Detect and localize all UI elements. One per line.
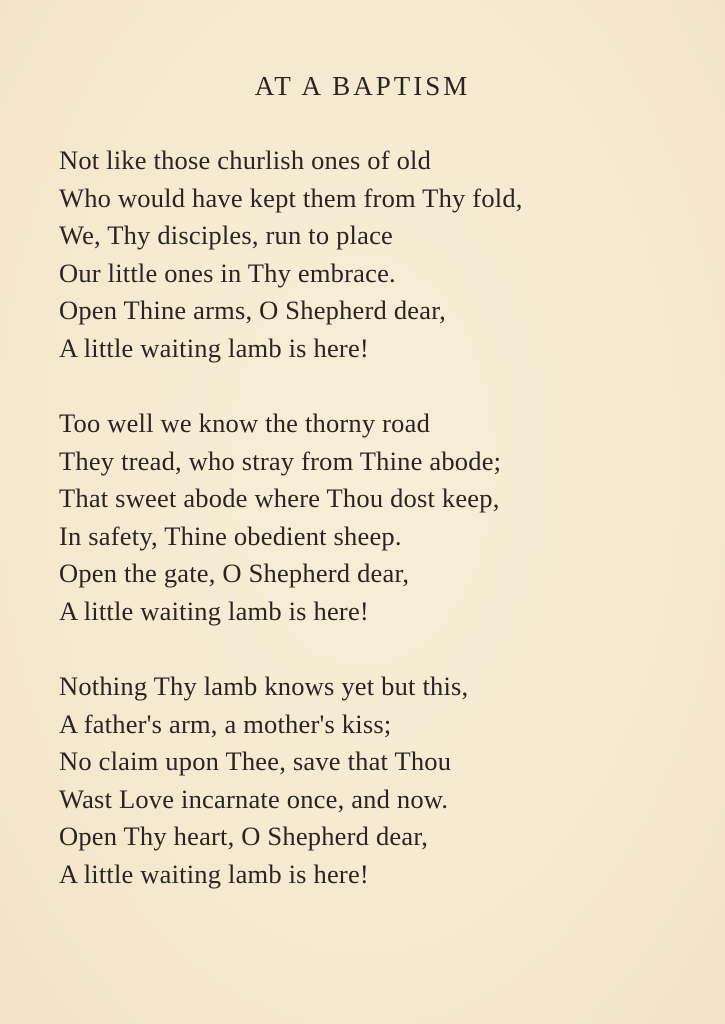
poem-line: Not like those churlish ones of old <box>59 145 432 175</box>
stanza-2 <box>59 405 699 630</box>
poem-line: No claim upon Thee, save that Thou <box>59 746 452 776</box>
stanza-3 <box>59 668 699 893</box>
poem-line: We, Thy disciples, run to place <box>59 220 394 250</box>
poem-line: Wast Love incarnate once, and now. <box>59 783 449 814</box>
stanza-1 <box>59 142 699 367</box>
poem-line: A little waiting lamb is here! <box>59 332 369 363</box>
poem-line: Who would have kept them from Thy fold, <box>59 182 523 213</box>
poem-line: Too well we know the thorny road <box>59 408 431 438</box>
poem-line: A little waiting lamb is here! <box>59 858 369 889</box>
poem-line: Open the gate, O Shepherd dear, <box>59 558 410 588</box>
poem-line: In safety, Thine obedient sheep. <box>59 520 402 551</box>
poem-line: A father's arm, a mother's kiss; <box>59 708 392 739</box>
poem-line: Nothing Thy lamb knows yet but this, <box>59 671 469 701</box>
poem-line: Open Thy heart, O Shepherd dear, <box>59 821 429 851</box>
poem-line: Our little ones in Thy embrace. <box>59 257 396 288</box>
poem-line: They tread, who stray from Thine abode; <box>59 445 502 476</box>
poem-line: Open Thine arms, O Shepherd dear, <box>59 295 446 325</box>
poem-line: That sweet abode where Thou dost keep, <box>59 483 500 513</box>
poem-body <box>59 142 699 931</box>
poem-line: A little waiting lamb is here! <box>59 595 369 626</box>
poem-title: AT A BAPTISM <box>254 71 471 101</box>
